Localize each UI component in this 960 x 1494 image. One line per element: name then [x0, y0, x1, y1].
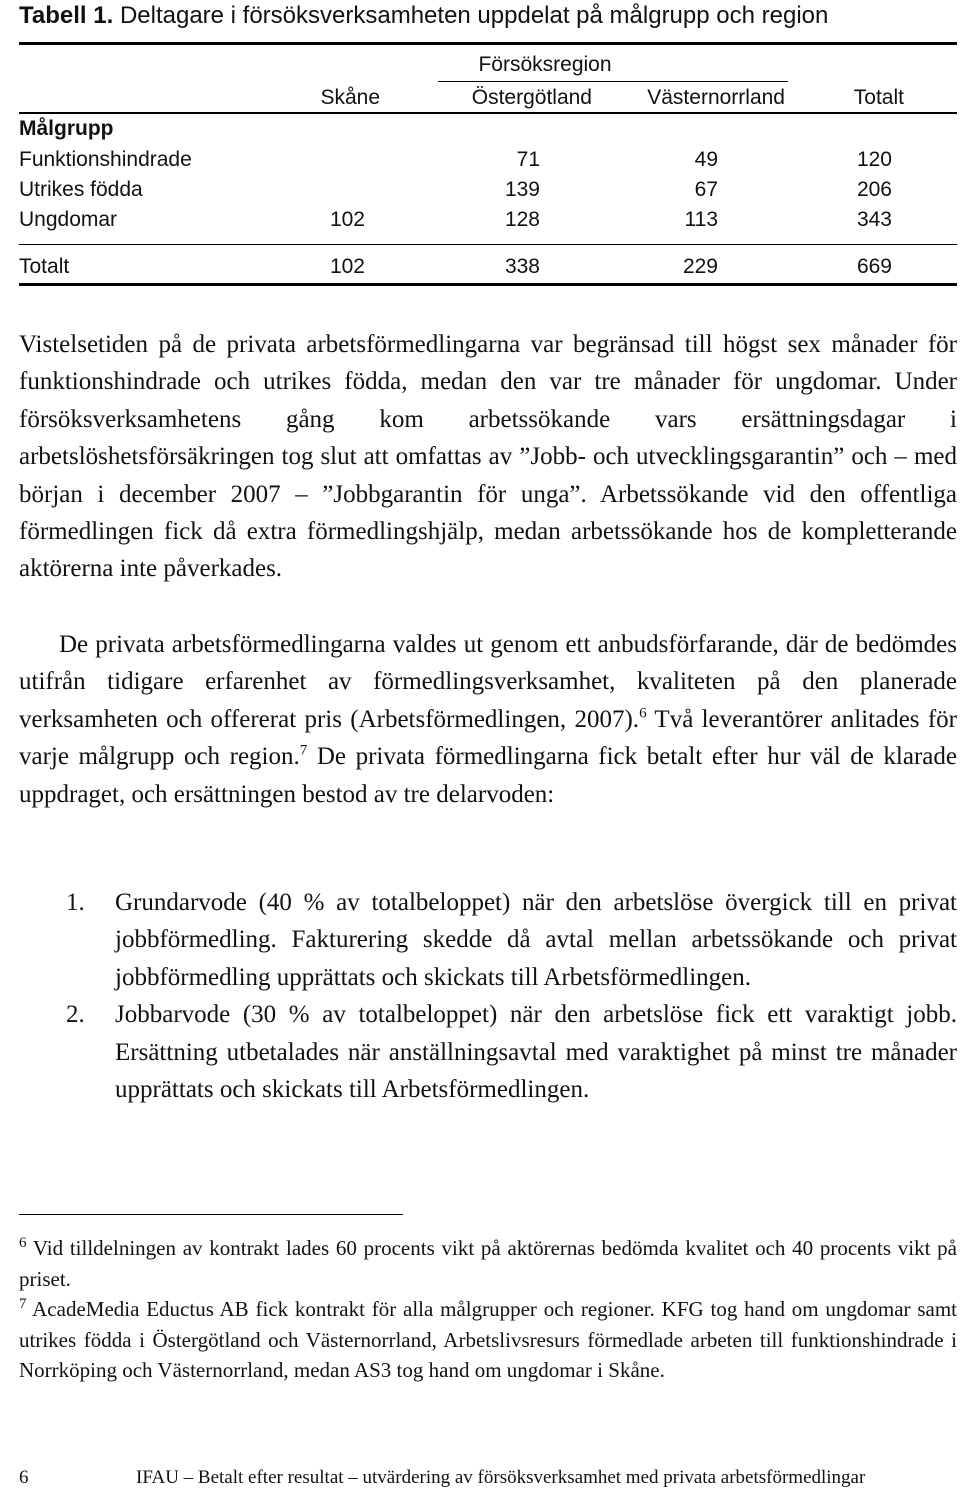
cell-totalt: 120	[856, 148, 892, 171]
footnote-text: AcadeMedia Eductus AB fick kontrakt för alla målgrupper och regioner. KFG tog hand om ungdomar samt utrikes födda i Östergötland och Västernorrland, Arbetslivsresurs förmedlade arbeten till funktionshindrade i Norrköping och Västernorrland, medan AS3 tog hand om ungdomar i Skåne.	[19, 1297, 957, 1382]
cell-ostergotland: 128	[504, 208, 540, 231]
list-item-text: Jobbarvode (30 % av totalbeloppet) när den arbetslöse fick ett varaktigt jobb. Ersättning utbetalades när anställningsavtal med varaktighet på minst tre månader upprättats och skickats till Arbetsförmedlingen.	[115, 1001, 957, 1104]
total-rule	[19, 244, 957, 245]
table-caption-label: Tabell 1.	[19, 2, 114, 29]
group-header: Försöksregion	[478, 53, 612, 76]
list-item-number: 2.	[66, 1001, 85, 1029]
table-caption	[19, 2, 828, 30]
body-paragraph-2	[19, 626, 957, 813]
cell-skane: 102	[329, 208, 365, 231]
column-header-vasternorrland: Västernorrland	[647, 86, 785, 109]
column-header-ostergotland: Östergötland	[471, 86, 592, 109]
total-row-label: Totalt	[19, 255, 70, 278]
footnote-ref-6[interactable]: 6	[639, 705, 647, 722]
row-label: Ungdomar	[19, 208, 118, 231]
footnote-7	[19, 1294, 957, 1386]
row-header-malgrupp: Målgrupp	[19, 117, 114, 140]
footnote-text: Vid tilldelningen av kontrakt lades 60 procents vikt på aktörernas bedömda kvalitet och 40 procents vikt på priset.	[19, 1236, 957, 1291]
row-label: Funktionshindrade	[19, 148, 192, 171]
cell-vasternorrland: 113	[684, 208, 718, 231]
cell-totalt: 343	[856, 208, 892, 231]
list-item-number: 1.	[66, 889, 85, 916]
total-cell-vasternorrland: 229	[682, 255, 718, 278]
paragraph-2-text-b: Två leverantörer anlitades för varje målgrupp och region.	[19, 705, 957, 771]
total-cell-ostergotland: 338	[504, 255, 540, 278]
running-footer-title: IFAU – Betalt efter resultat – utvärdering av försöksverksamhet med privata arbetsförmedlingar	[136, 1467, 866, 1488]
page-number: 6	[19, 1467, 29, 1488]
column-header-skane: Skåne	[320, 86, 380, 109]
total-cell-totalt: 669	[856, 255, 892, 278]
list-item-text: Grundarvode (40 % av totalbeloppet) när den arbetslöse övergick till en privat jobbförmedling. Fakturering skedde då avtal mellan arbetssökande och privat jobbförmedling upprättats och skickats till Arbetsförmedlingen.	[115, 889, 957, 991]
header-rule	[19, 112, 957, 114]
fee-list	[19, 884, 957, 1108]
footnote-number: 6	[19, 1235, 27, 1251]
paragraph-2-text-c: De privata förmedlingarna fick betalt efter hur väl de klarade uppdraget, och ersättningen bestod av tre delarvoden:	[19, 743, 957, 808]
cell-ostergotland: 71	[516, 148, 540, 171]
cell-vasternorrland: 67	[694, 178, 718, 201]
paragraph-2-text-a: De privata arbetsförmedlingarna valdes ut genom ett anbudsförfarande, där de bedömdes utifrån tidigare erfarenhet av förmedlingsverksamhet, kvaliteten på den planerade verksamheten och offererat pris (Arbetsförmedlingen, 2007).	[19, 631, 957, 733]
row-label: Utrikes födda	[19, 178, 143, 201]
table-bottom-rule	[19, 283, 957, 286]
column-header-totalt: Totalt	[853, 86, 904, 109]
list-item	[19, 996, 957, 1108]
cell-totalt: 206	[856, 178, 892, 201]
body-paragraph-1: Vistelsetiden på de privata arbetsförmedlingarna var begränsad till högst sex månader för funktionshindrade och utrikes födda, medan den var tre månader för ungdomar. Under försöksverksamhetens gång kom arbetssökande vars ersättningsdagar i arbetslöshetsförsäkringen tog slut att omfattas av ”Jobb- och utvecklingsgarantin” och – med början i december 2007 – ”Jobbgarantin för unga”. Arbetssökande vid den offentliga förmedlingen fick då extra förmedlingshjälp, medan arbetssökande hos de kompletterande aktörerna inte påverkades.	[19, 331, 957, 583]
cell-ostergotland: 139	[504, 178, 540, 201]
table-caption-text: Deltagare i försöksverksamheten uppdelat på målgrupp och region	[119, 2, 829, 29]
footnote-ref-7[interactable]: 7	[299, 742, 308, 759]
cell-vasternorrland: 49	[694, 148, 718, 171]
list-item	[19, 884, 957, 996]
table-top-rule	[19, 42, 957, 45]
total-cell-skane: 102	[329, 255, 365, 278]
group-header-rule	[438, 81, 788, 82]
footnote-separator	[19, 1214, 403, 1215]
footnote-6	[19, 1233, 957, 1294]
footnote-number: 7	[19, 1296, 27, 1312]
